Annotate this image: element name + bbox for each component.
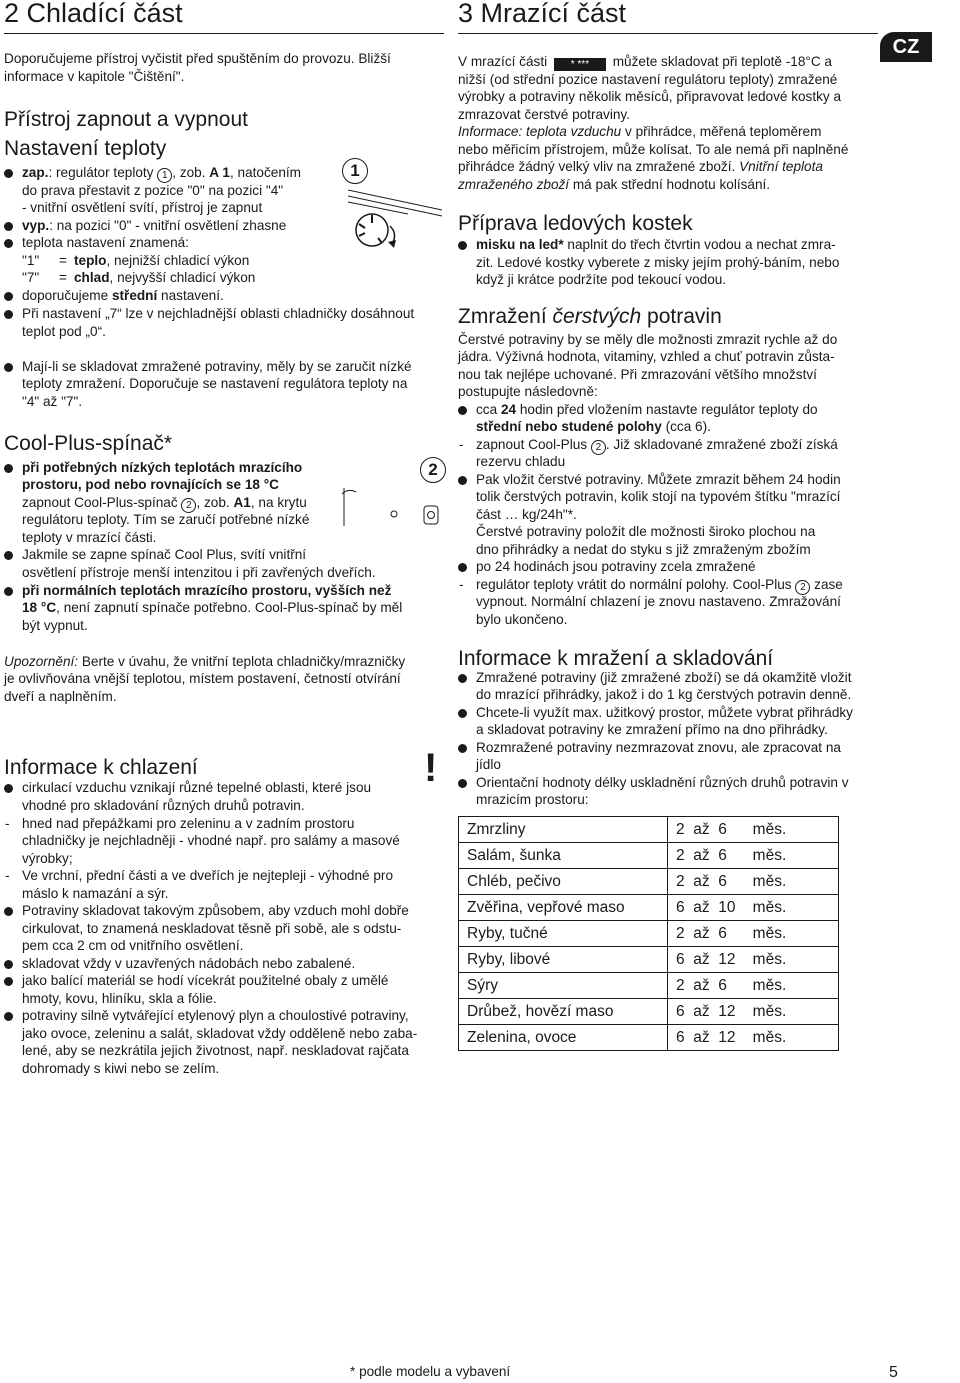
ice-tray-bold: misku na led* (476, 237, 564, 252)
setting-7-key: "7" (22, 270, 40, 285)
info-1-line-2: vhodné pro skladování různých druhů potravin. (22, 798, 305, 813)
step5-b: zase (810, 577, 843, 592)
dash-icon: - (5, 816, 10, 831)
step3-line-2: tolik čerstvých potravin, kolik stojí na typovém štítku "mrazící (476, 489, 841, 504)
on-text: : regulátor teploty (48, 165, 154, 180)
bullet-icon (4, 551, 13, 560)
coolplus-line-4: regulátoru teploty. Tím se zaručí potřebné nízké (22, 512, 310, 527)
p2-italic: Informace: teplota vzduchu (458, 124, 622, 139)
on-line-3: - vnitřní osvětlení svítí, přístroj je zapnut (22, 200, 263, 215)
bullet-icon (458, 563, 467, 572)
recommend-bold: střední (111, 288, 158, 303)
storage3-line-1: Rozmražené potraviny nezmrazovat znovu, ale zpracovat na (476, 740, 841, 755)
duration-cell: 6 až 12 měs. (668, 1025, 839, 1051)
coolplus-l3c: , na krytu (250, 495, 307, 510)
figure-2-label: 2 (420, 457, 446, 483)
bullet-step-1 (458, 401, 896, 419)
dash-info-2 (4, 815, 442, 833)
step3-line-5: dno přihrádky a nedat do styku s již zmraženým zbožím (476, 542, 811, 557)
step5-line-3: bylo ukončeno. (476, 612, 568, 627)
on-text-3: , natočením (229, 165, 301, 180)
coolplus-bold-2-row (22, 476, 279, 494)
setting7-line-1: Při nastavení „7“ lze v nejchladnější oblasti chladničky dosáhnout (22, 306, 415, 321)
note-line-2: je ovlivňována vnější teplotou, místem postavení, četností otvírání (4, 671, 401, 686)
off-text: : na pozici "0" - vnitřní osvětlení zhasne (49, 218, 287, 233)
table-row (459, 869, 839, 895)
callout-2-icon: 2 (591, 440, 606, 455)
ref-a1: A1 (233, 495, 251, 510)
note-line-1 (4, 653, 444, 671)
note-text-1: Berte v úvahu, že vnitřní teplota chladničky/mrazničky (78, 654, 406, 669)
duration-cell: 6 až 10 měs. (668, 895, 839, 921)
bullet-icon (4, 222, 13, 231)
ref-a1: A 1 (209, 165, 230, 180)
coolplus-normal-bold: při normálních teplotách mrazícího prostoru, vyšších než (22, 583, 392, 598)
heading-ice-cubes: Příprava ledových kostek (458, 212, 693, 235)
coolplus-light-2: osvětlení přístroje menší intenzitou i při zavřených dveřích. (22, 565, 376, 580)
step3-line-3: část … kg/24h"*. (476, 507, 577, 522)
label-off: vyp. (22, 218, 50, 233)
section-title-freezer: 3 Mrazící část (458, 0, 627, 28)
coolplus-light-1: Jakmile se zapne spínač Cool Plus, svítí vnitřní (22, 547, 307, 562)
setting-1-row (22, 252, 422, 270)
table-row (459, 895, 839, 921)
food-cell: Ryby, libové (459, 947, 668, 973)
bullet-info-5 (4, 955, 442, 973)
info-1-line-1: cirkulací vzduchu vznikají různé tepelné oblasti, které jsou (22, 780, 372, 795)
storage1-line-1: Zmražené potraviny (již zmražené zboží) se dá okamžitě vložit (476, 670, 852, 685)
coolplus-switch-figure (342, 486, 444, 532)
bullet-step-3 (458, 471, 896, 489)
bullet-switch-off (4, 217, 352, 235)
freezer-p2-line-2: nebo měřicím přístrojem, může kolísat. To ale nemá při naplněné (458, 142, 849, 157)
info-7-line-2: jako ovoce, zeleninu a salát, skladovat vždy odděleně nebo zaba- (22, 1026, 418, 1041)
step2-line-2: rezervu chladu (476, 454, 566, 469)
info-7-line-3: lené, aby se nezkrátila jejich životnost, např. neskladovat rajčata (22, 1043, 409, 1058)
food-cell: Zelenina, ovoce (459, 1025, 668, 1051)
freezer-p2-line-3 (458, 158, 823, 176)
info-2-line-1: hned nad přepážkami pro zeleninu a v zadním prostoru (22, 816, 355, 831)
coolplus-normal-line-2 (22, 599, 402, 617)
fresh-heading-a: Zmražení (458, 305, 553, 328)
coolplus-normal-line-3: být vypnut. (22, 618, 88, 633)
food-cell: Drůbež, hovězí maso (459, 999, 668, 1025)
heading-coolplus: Cool-Plus-spínač* (4, 432, 173, 455)
bullet-switch-on (4, 164, 352, 183)
footnote: * podle modelu a vybavení (350, 1364, 511, 1379)
step5-a: regulátor teploty vrátit do normální polohy. Cool-Plus (476, 577, 792, 592)
bullet-info-4 (4, 902, 442, 920)
bullet-frozen (4, 358, 462, 376)
setting-1-text: , nejnižší chladicí výkon (106, 253, 250, 268)
dash-info-3 (4, 867, 442, 885)
dash-icon: - (5, 868, 10, 883)
setting-7-bold: chlad (74, 270, 110, 285)
dash-icon: - (459, 577, 464, 592)
food-cell: Zmrzliny (459, 817, 668, 843)
label-on: zap. (22, 165, 49, 180)
freezer-p2-line-1 (458, 123, 821, 141)
bullet-storage-3 (458, 739, 896, 757)
fresh-heading-b: potravin (641, 305, 722, 328)
bullet-icon (458, 674, 467, 683)
food-cell: Zvěřina, vepřové maso (459, 895, 668, 921)
bullet-icon (4, 464, 13, 473)
setting-1-bold: teplo (74, 253, 107, 268)
four-star-freezer-icon: * *** (554, 58, 606, 71)
table-row (459, 921, 839, 947)
coolplus-line-5: teploty v mrazící části. (22, 530, 157, 545)
note-line-3: dveří a naplněním. (4, 689, 117, 704)
info-7-line-4: dohromady s kiwi nebo se zelím. (22, 1061, 220, 1076)
storage4-line-1: Orientační hodnoty délky uskladnění různých druhů potravin v (476, 775, 849, 790)
table-row (459, 999, 839, 1025)
bullet-icon (458, 476, 467, 485)
setting7-line-2: teplot pod „0“. (22, 324, 106, 339)
step1-l2-bold: střední nebo studené polohy (476, 419, 662, 434)
info-4-line-2: cirkulovat, to znamená neskladovat těsně při sobě, ale s odstu- (22, 921, 402, 936)
food-cell: Salám, šunka (459, 843, 668, 869)
duration-cell: 2 až 6 měs. (668, 973, 839, 999)
freezer-p1-line-1 (458, 53, 883, 71)
food-cell: Ryby, tučné (459, 921, 668, 947)
bullet-icon (4, 310, 13, 319)
table-row (459, 817, 839, 843)
table-row (459, 843, 839, 869)
bullet-icon (4, 960, 13, 969)
step4-text: po 24 hodinách jsou potraviny zcela zmražené (476, 559, 756, 574)
intro-text: Doporučujeme přístroj vyčistit před spuštěním do provozu. Bližší informace v kapitole "Čištění". (4, 51, 391, 84)
heading-temperature: Nastavení teploty (4, 137, 167, 160)
bullet-coolplus-light (4, 546, 462, 564)
storage4-line-2: mrazicím prostoru: (476, 792, 589, 807)
step3-line-4: Čerstvé potraviny položit dle možnosti široko plochou na (476, 524, 816, 539)
coolplus-normal-bold-2: 18 °C (22, 600, 57, 615)
duration-cell: 2 až 6 měs. (668, 843, 839, 869)
info-3-line-2: máslo k namazání a sýr. (22, 886, 169, 901)
coolplus-l3a: zapnout Cool-Plus-spínač (22, 495, 178, 510)
bullet-storage-4 (458, 774, 896, 792)
fresh-line-2: jádra. Výživná hodnota, vitaminy, vzhled a chuť potravin zůsta- (458, 349, 835, 364)
storage2-line-1: Chcete-li využít max. užitkový prostor, můžete vybrat přihrádky (476, 705, 853, 720)
p2-l4-italic: zmraženého zboží (458, 177, 570, 192)
bullet-icon (458, 744, 467, 753)
bullet-info-6 (4, 972, 442, 990)
bullet-info-1 (4, 779, 442, 797)
food-cell: Sýry (459, 973, 668, 999)
bullet-icon (4, 169, 13, 178)
bullet-icon (4, 907, 13, 916)
food-cell: Chléb, pečivo (459, 869, 668, 895)
storage1-line-2: do mrazící přihrádky, jakož i do 1 kg čerstvých potravin denně. (476, 687, 852, 702)
step3-line-1: Pak vložit čerstvé potraviny. Můžete zmrazit během 24 hodin (476, 472, 841, 487)
meaning-text: teplota nastavení znamená: (22, 235, 190, 250)
setting-7-text: , nejvyšší chladicí výkon (109, 270, 256, 285)
bullet-icon (458, 241, 467, 250)
storage2-line-2: a skladovat potraviny ke zmražení přímo na dno přihrádky. (476, 722, 828, 737)
on-text-2: , zob. (172, 165, 206, 180)
info-6-line-1: jako balící materiál se hodí vícekrát použitelné obaly z umělé (22, 973, 389, 988)
bullet-meaning (4, 234, 352, 252)
fresh-heading-italic: čerstvých (552, 305, 642, 328)
thermostat-dial-figure (348, 188, 444, 256)
callout-2-icon: 2 (795, 580, 810, 595)
info-4-line-1: Potraviny skladovat takovým způsobem, aby vzduch mohl dobře (22, 903, 409, 918)
freezer-p1-line-4: zmrazovat čerstvé potraviny. (458, 107, 630, 122)
bullet-icon (4, 587, 13, 596)
fresh-line-3: nou tak nejlépe uchované. Při zmrazování většího množství (458, 367, 817, 382)
frozen-line-1: Mají-li se skladovat zmražené potraviny, měly by se zaručit nízké (22, 359, 412, 374)
duration-cell: 6 až 12 měs. (668, 947, 839, 973)
freezer-p2-line-4 (458, 176, 770, 194)
bullet-icon (4, 784, 13, 793)
frozen-line-3: "4" až "7". (22, 394, 83, 409)
heading-on-off: Přístroj zapnout a vypnout (4, 108, 248, 131)
p2-text: v přihrádce, měřená teploměrem (621, 124, 822, 139)
coolplus-bold-2: prostoru, pod nebo rovnajících se 18 °C (22, 477, 279, 492)
bullet-icon (4, 1012, 13, 1021)
bullet-coolplus-normal (4, 582, 462, 600)
coolplus-l3b: , zob. (196, 495, 230, 510)
storage3-line-2: jídlo (476, 757, 501, 772)
frozen-line-2: teploty zmražení. Doporučuje se nastavení regulátora teploty na (22, 376, 408, 391)
bullet-ice-tray (458, 236, 896, 254)
info-5-text: skladovat vždy v uzavřených nádobách nebo zabalené. (22, 956, 356, 971)
recommend-end: nastavení. (161, 288, 224, 303)
freezer-p1-line-2: nižší (od střední pozice nastavení regulátoru teploty) zmražené (458, 72, 838, 87)
bullet-recommend (4, 287, 422, 305)
setting-1-key: "1" (22, 253, 40, 268)
table-row (459, 973, 839, 999)
heading-fresh-freezing (458, 305, 722, 329)
bullet-setting-7 (4, 305, 462, 323)
fresh-line-1: Čerstvé potraviny by se měly dle možnosti zmrazit rychle až do (458, 332, 838, 347)
table-row (459, 947, 839, 973)
bullet-icon (458, 406, 467, 415)
info-2-line-3: výrobky; (22, 851, 73, 866)
step1-a: cca (476, 402, 501, 417)
section-title-cooling: 2 Chladící část (4, 0, 183, 28)
duration-cell: 6 až 12 měs. (668, 999, 839, 1025)
recommend-text: doporučujeme (22, 288, 109, 303)
dash-icon: - (459, 437, 464, 452)
step1-l2-text: (cca 6). (661, 419, 711, 434)
bullet-icon (4, 977, 13, 986)
bullet-icon (458, 779, 467, 788)
bullet-icon (4, 363, 13, 372)
figure-1-label: 1 (342, 158, 368, 184)
duration-cell: 2 až 6 měs. (668, 921, 839, 947)
ice-line-3: když ji krátce podržíte pod tekoucí vodou. (476, 272, 727, 287)
fresh-line-4: postupujte následovně: (458, 384, 598, 399)
step2-a: zapnout Cool-Plus (476, 437, 588, 452)
table-row (459, 1025, 839, 1051)
equals: = (59, 270, 67, 285)
bullet-icon (458, 709, 467, 718)
info-2-line-2: chladničky je nejchladněji - vhodné např. pro salámy a masové (22, 833, 400, 848)
heading-freezing-storage-info: Informace k mražení a skladování (458, 647, 774, 670)
step2-b: . Již skladované zmražené zboží získá (605, 437, 838, 452)
bullet-icon (4, 292, 13, 301)
bullet-coolplus-on (4, 459, 352, 477)
info-7-line-1: potraviny silně vytvářející etylenový plyn a choulostivé potraviny, (22, 1008, 409, 1023)
note-label: Upozornění: (4, 654, 79, 669)
warning-exclamation-icon: ! (424, 746, 438, 790)
bullet-storage-1 (458, 669, 896, 687)
step1-bold: 24 (500, 402, 517, 417)
duration-cell: 2 až 6 měs. (668, 869, 839, 895)
freezer-p1-line-3: výrobky a potraviny několik měsíců, připravovat ledové kostky a (458, 89, 842, 104)
page-number: 5 (889, 1364, 898, 1381)
info-3-line-1: Ve vrchní, přední části a ve dveřích je nejtepleji - výhodné pro (22, 868, 394, 883)
callout-2-icon: 2 (181, 498, 196, 513)
callout-1-icon: 1 (157, 168, 172, 183)
bullet-storage-2 (458, 704, 896, 722)
step1-line-2 (476, 418, 711, 436)
duration-cell: 2 až 6 měs. (668, 817, 839, 843)
step5-line-2: vypnout. Normální chlazení je znovu nastaveno. Zmražování (476, 594, 841, 609)
p1-text-a: V mrazící části (458, 54, 548, 69)
bullet-step-4 (458, 558, 896, 576)
language-badge: CZ (880, 32, 932, 62)
ice-line-1: naplnit do třech čtvrtin vodou a nechat zmra- (563, 237, 836, 252)
coolplus-normal-text: , není zapnutí spínače potřebno. Cool-Plus-spínač by měl (56, 600, 403, 615)
equals: = (59, 253, 67, 268)
bullet-icon (4, 239, 13, 248)
title-rule (4, 33, 444, 34)
p2-l4-text: má pak střední hodnotu kolísání. (569, 177, 771, 192)
setting-7-row (22, 269, 422, 287)
ice-line-2: zit. Ledové kostky vyberete z misky jejím prohý-báním, nebo (476, 255, 840, 270)
coolplus-bold-1: při potřebných nízkých teplotách mrazícího (22, 460, 303, 475)
title-rule (458, 33, 878, 34)
info-4-line-3: pem cca 2 cm od vnitřního osvětlení. (22, 938, 244, 953)
p2-l3-text: přihrádce žádný velký vliv na zmražené zboží. (458, 159, 736, 174)
p1-text-b: můžete skladovat při teplotě -18°C a (612, 54, 832, 69)
bullet-info-7 (4, 1007, 452, 1025)
heading-cooling-info: Informace k chlazení (4, 756, 198, 779)
info-6-line-2: hmoty, kovu, hliníku, skla a fólie. (22, 991, 217, 1006)
on-line-2: do prava přestavit z pozice "0" na pozici "4" (22, 183, 284, 198)
storage-duration-table (458, 816, 839, 1051)
step1-b: hodin před vložením nastavte regulátor teploty do (516, 402, 818, 417)
p2-l3-italic: Vnitřní teplota (735, 159, 823, 174)
